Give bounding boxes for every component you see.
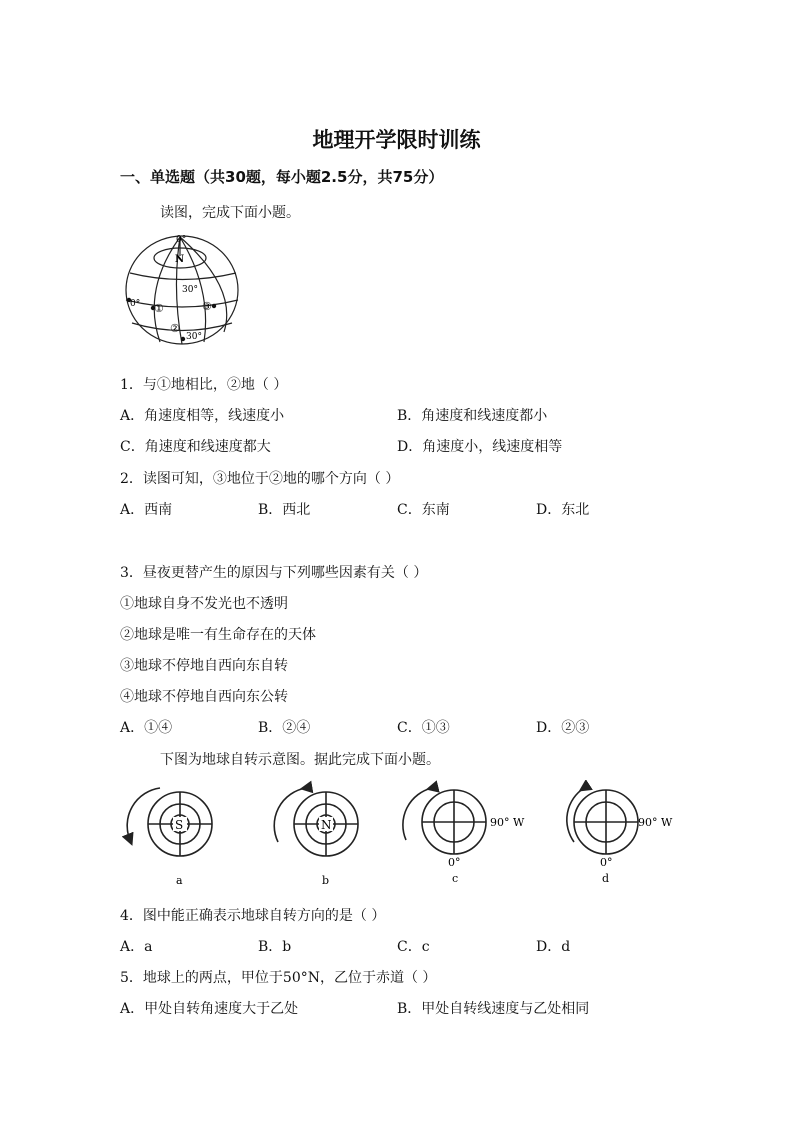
- q4-option-a: A．a: [120, 939, 153, 955]
- q3-statement-4: ④地球不停地自西向东公转: [120, 689, 288, 705]
- q4-option-d: D．d: [536, 939, 571, 955]
- q1-option-a: A．角速度相等，线速度小: [120, 408, 285, 424]
- globe-label-30n: 30°: [182, 285, 198, 295]
- latitude-line-30s: [132, 323, 232, 331]
- q3-statement-1: ①地球自身不发光也不透明: [120, 596, 288, 612]
- q4-option-b: B．b: [258, 939, 292, 955]
- diagram-b-caption: b: [322, 874, 330, 887]
- diagram-c-right-label: 90° W: [490, 816, 525, 829]
- diagram-b: [274, 788, 358, 856]
- globe-label-p2: ②: [170, 322, 180, 335]
- diagram-d-right-label: 90° W: [638, 816, 673, 829]
- globe-label-left: 0°: [130, 299, 141, 309]
- diagram-a-center: S: [175, 818, 184, 832]
- q4-stem: 4．图中能正确表示地球自转方向的是（ ）: [120, 908, 386, 924]
- intro-text-1: 读图，完成下面小题。: [160, 205, 300, 221]
- q3-option-a: A．①④: [120, 720, 173, 736]
- equator-line: [126, 300, 238, 307]
- q5-option-a: A．甲处自转角速度大于乙处: [120, 1001, 299, 1017]
- q1-stem: 1．与①地相比，②地（ ）: [120, 377, 288, 393]
- q3-stem: 3．昼夜更替产生的原因与下列哪些因素有关（ ）: [120, 565, 428, 581]
- q3-option-c: C．①③: [397, 720, 450, 736]
- point-2-dot: [181, 337, 185, 341]
- diagram-d: [567, 788, 638, 854]
- diagram-a: [127, 788, 212, 856]
- diagram-c-bottom-label: 0°: [448, 856, 461, 869]
- q2-option-b: B．西北: [258, 502, 311, 518]
- q1-option-d: D．角速度小，线速度相等: [397, 439, 563, 455]
- q1-option-b: B．角速度和线速度都小: [397, 408, 548, 424]
- globe-figure: [120, 228, 250, 348]
- q1-option-c: C．角速度和线速度都大: [120, 439, 271, 455]
- diagram-b-center: N: [321, 818, 332, 832]
- q2-option-d: D．东北: [536, 502, 590, 518]
- diagram-a-arrow: [127, 788, 160, 840]
- diagram-c-arrow: [403, 788, 432, 840]
- q2-option-c: C．东南: [397, 502, 450, 518]
- rotation-diagrams: [120, 780, 680, 890]
- diagram-a-caption: a: [176, 874, 183, 887]
- diagram-d-caption: d: [602, 872, 610, 885]
- q3-option-d: D．②③: [536, 720, 590, 736]
- q3-statement-3: ③地球不停地自西向东自转: [120, 658, 288, 674]
- diagram-c: [403, 788, 486, 854]
- point-3-dot: [212, 304, 216, 308]
- page-title: 地理开学限时训练: [312, 128, 481, 152]
- globe-label-p3: ③: [202, 300, 212, 313]
- globe-label-top: 0°: [176, 235, 187, 245]
- diagram-c-caption: c: [452, 872, 459, 885]
- q5-option-b: B．甲处自转线速度与乙处相同: [397, 1001, 590, 1017]
- latitude-line-30n: [130, 273, 236, 280]
- globe-label-n: N: [175, 254, 185, 265]
- q3-option-b: B．②④: [258, 720, 311, 736]
- section-heading: 一、单选题（共30题，每小题2.5分，共75分）: [120, 168, 444, 186]
- diagram-d-bottom-label: 0°: [600, 856, 613, 869]
- globe-label-p1: ①: [154, 302, 164, 315]
- q2-stem: 2．读图可知，③地位于②地的哪个方向（ ）: [120, 471, 400, 487]
- q5-stem: 5．地球上的两点，甲位于50°N，乙位于赤道（ ）: [120, 970, 437, 986]
- intro-text-2: 下图为地球自转示意图。据此完成下面小题。: [160, 752, 440, 768]
- diagram-b-arrow: [274, 788, 306, 842]
- q2-option-a: A．西南: [120, 502, 173, 518]
- q3-statement-2: ②地球是唯一有生命存在的天体: [120, 627, 316, 643]
- globe-label-30s: 30°: [186, 332, 202, 342]
- q4-option-c: C．c: [397, 939, 430, 955]
